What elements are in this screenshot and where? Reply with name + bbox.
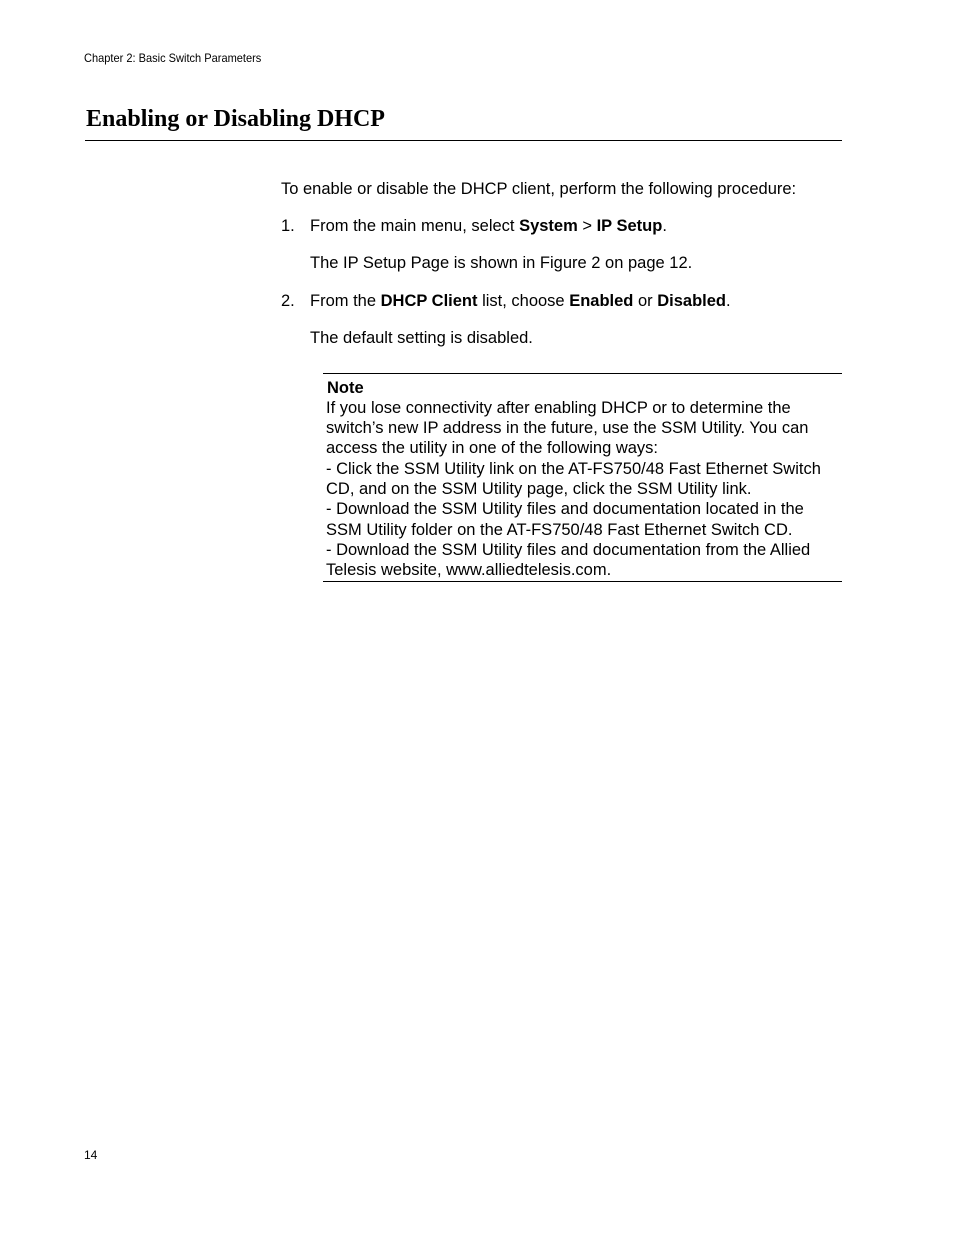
step-1-text-part: . [662, 217, 667, 235]
note-line: SSM Utility folder on the AT-FS750/48 Fast Ethernet Switch CD. [326, 521, 793, 539]
title-rule [85, 140, 842, 141]
step-1-bold-system: System [519, 217, 578, 235]
step-1-text-part: From the main menu, select [310, 217, 520, 235]
note-line: If you lose connectivity after enabling DHCP or to determine the [326, 399, 791, 417]
step-2-bold-dhcp-client: DHCP Client [380, 292, 478, 310]
intro-paragraph: To enable or disable the DHCP client, perform the following procedure: [281, 180, 797, 198]
step-2-text [310, 291, 731, 311]
note-line: switch’s new IP address in the future, use the SSM Utility. You can [326, 419, 809, 437]
running-header: Chapter 2: Basic Switch Parameters [84, 51, 262, 65]
section-title: Enabling or Disabling DHCP [86, 106, 385, 132]
step-1-bold-ip-setup: IP Setup [596, 217, 663, 235]
page-number: 14 [84, 1148, 98, 1162]
step-2-bold-disabled: Disabled [657, 292, 727, 310]
step-1-text [310, 216, 667, 236]
note-heading: Note [327, 379, 364, 397]
step-2-bold-enabled: Enabled [569, 292, 634, 310]
note-line: Telesis website, www.alliedtelesis.com. [326, 561, 612, 579]
note-line: access the utility in one of the following ways: [326, 439, 659, 457]
step-2-text-part: From the [310, 292, 381, 310]
note-line: - Download the SSM Utility files and documentation from the Allied [326, 541, 811, 559]
step-2-text-part: or [633, 292, 658, 310]
note-line: - Download the SSM Utility files and documentation located in the [326, 500, 804, 518]
step-2-text-part: list, choose [477, 292, 570, 310]
step-1-number: 1. [281, 217, 295, 235]
step-2-text-part: . [726, 292, 731, 310]
step-2-followup: The default setting is disabled. [310, 329, 533, 347]
step-1-text-part: > [577, 217, 597, 235]
note-box [323, 373, 842, 582]
step-2-number: 2. [281, 292, 295, 310]
note-line: CD, and on the SSM Utility page, click the SSM Utility link. [326, 480, 752, 498]
note-line: - Click the SSM Utility link on the AT-FS750/48 Fast Ethernet Switch [326, 460, 821, 478]
step-1-followup: The IP Setup Page is shown in Figure 2 on page 12. [310, 254, 693, 272]
